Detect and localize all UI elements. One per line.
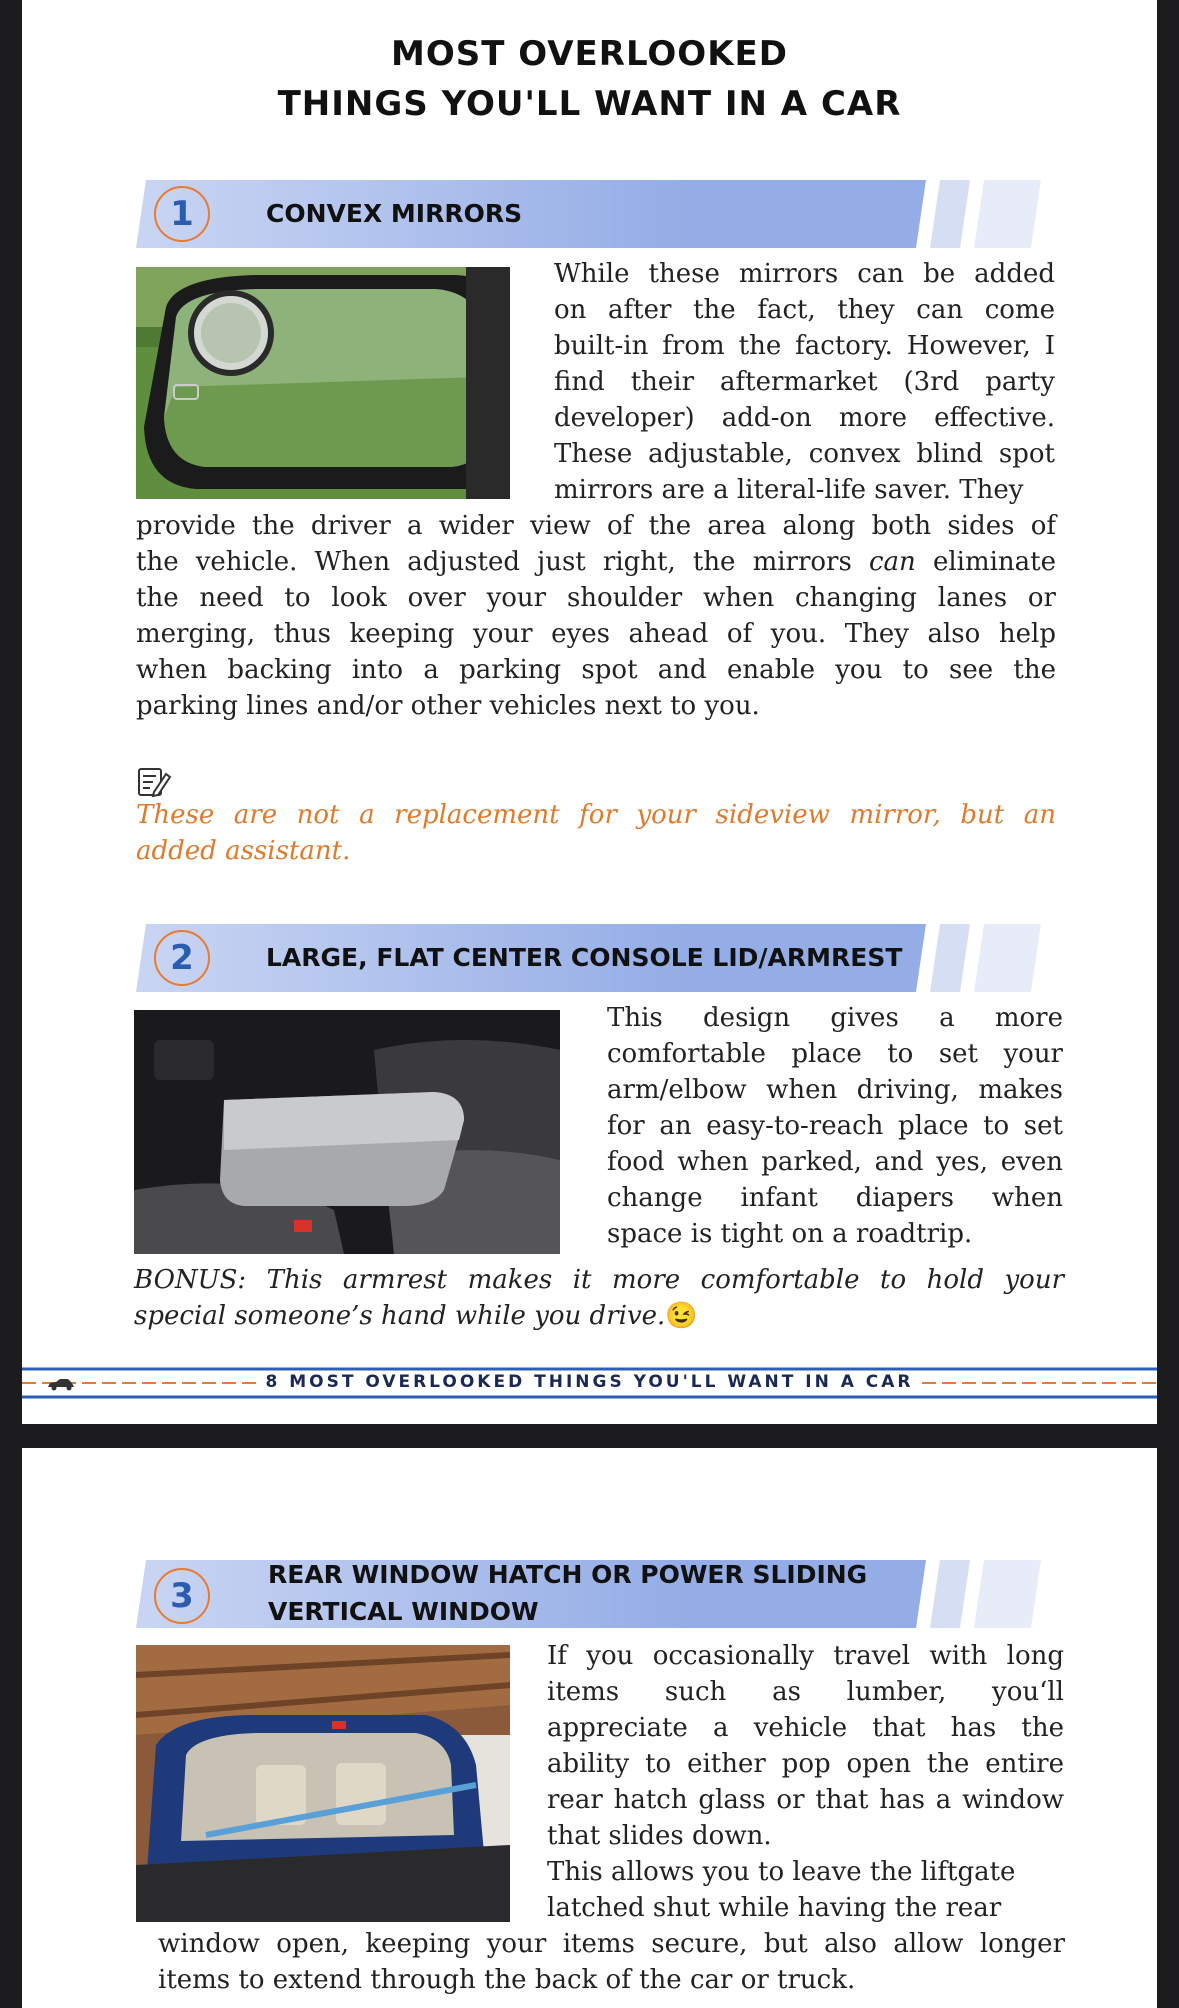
title-line-1: MOST OVERLOOKED [390,34,789,74]
note-icon [136,764,172,800]
section-1-banner [136,180,1041,248]
section-2-heading: LARGE, FLAT CENTER CONSOLE LID/ARMREST [266,943,903,972]
page-footer [22,1366,1157,1400]
section-1-body-text: provide the driver a wider view of the area along both sides of the vehicle. When adjusted just right, the mirrors can eliminate the need to look over your shoulder when changing lanes or merging, thus keeping your eyes ahead of you. They also help when backing into a parking spot and enable you to see the parking lines and/or other vehicles next to you. [136,511,1057,721]
title-line-2: THINGS YOU'LL WANT IN A CAR [277,84,902,124]
section-1-wrapped-text: While these mirrors can be added on after the fact, they can come built-in from the factory. However, I find their aftermarket (3rd party developer) add-on more effective. These adjustable, convex blind spot mirrors are a literal-life saver. They [554,259,1055,505]
section-2-number: 2 [154,930,210,986]
truck-rear-window-photo [136,1645,510,1922]
center-console-image [134,1010,560,1254]
section-2-banner [136,924,1041,992]
wink-emoji-icon: 😉 [665,1301,698,1331]
center-console-photo [134,1010,560,1254]
document-page-1 [22,0,1157,1424]
section-2-wrapped-text: This design gives a more comfortable place to set your arm/elbow when driving, makes for an easy-to-reach place to set food when parked, and yes, even change infant diapers when space is tight on a roadtrip. [607,1003,1063,1249]
section-1-note: These are not a replacement for your sideview mirror, but an added assistant. [136,800,1056,866]
side-mirror-image [136,267,510,499]
section-2-bonus-text: BONUS: This armrest makes it more comfortable to hold your special someone’s hand while you drive.😉 [134,1265,1064,1331]
section-3-heading: REAR WINDOW HATCH OR POWER SLIDING VERTICAL WINDOW [268,1560,868,1626]
section-3-body-text: window open, keeping your items secure, but also allow longer items to extend through the back of the car or truck. [158,1929,1065,1995]
footer-text: 8 MOST OVERLOOKED THINGS YOU'LL WANT IN A CAR [22,1372,1157,1392]
emphasis-can: can [868,547,916,577]
section-3-number: 3 [154,1568,210,1624]
section-1-number: 1 [154,186,210,242]
section-1-heading: CONVEX MIRRORS [266,199,523,228]
section-3-wrapped-text: If you occasionally travel with long items such as lumber, you‘ll appreciate a vehicle that has the ability to either pop open the entire rear hatch glass or that has a window that slides down. This allows you to leave the liftgate latched shut while having the rear [547,1641,1064,1923]
document-page-2 [22,1448,1157,2008]
side-mirror-photo [136,267,510,499]
truck-rear-window-image [136,1645,510,1922]
section-3-banner [136,1560,1041,1628]
